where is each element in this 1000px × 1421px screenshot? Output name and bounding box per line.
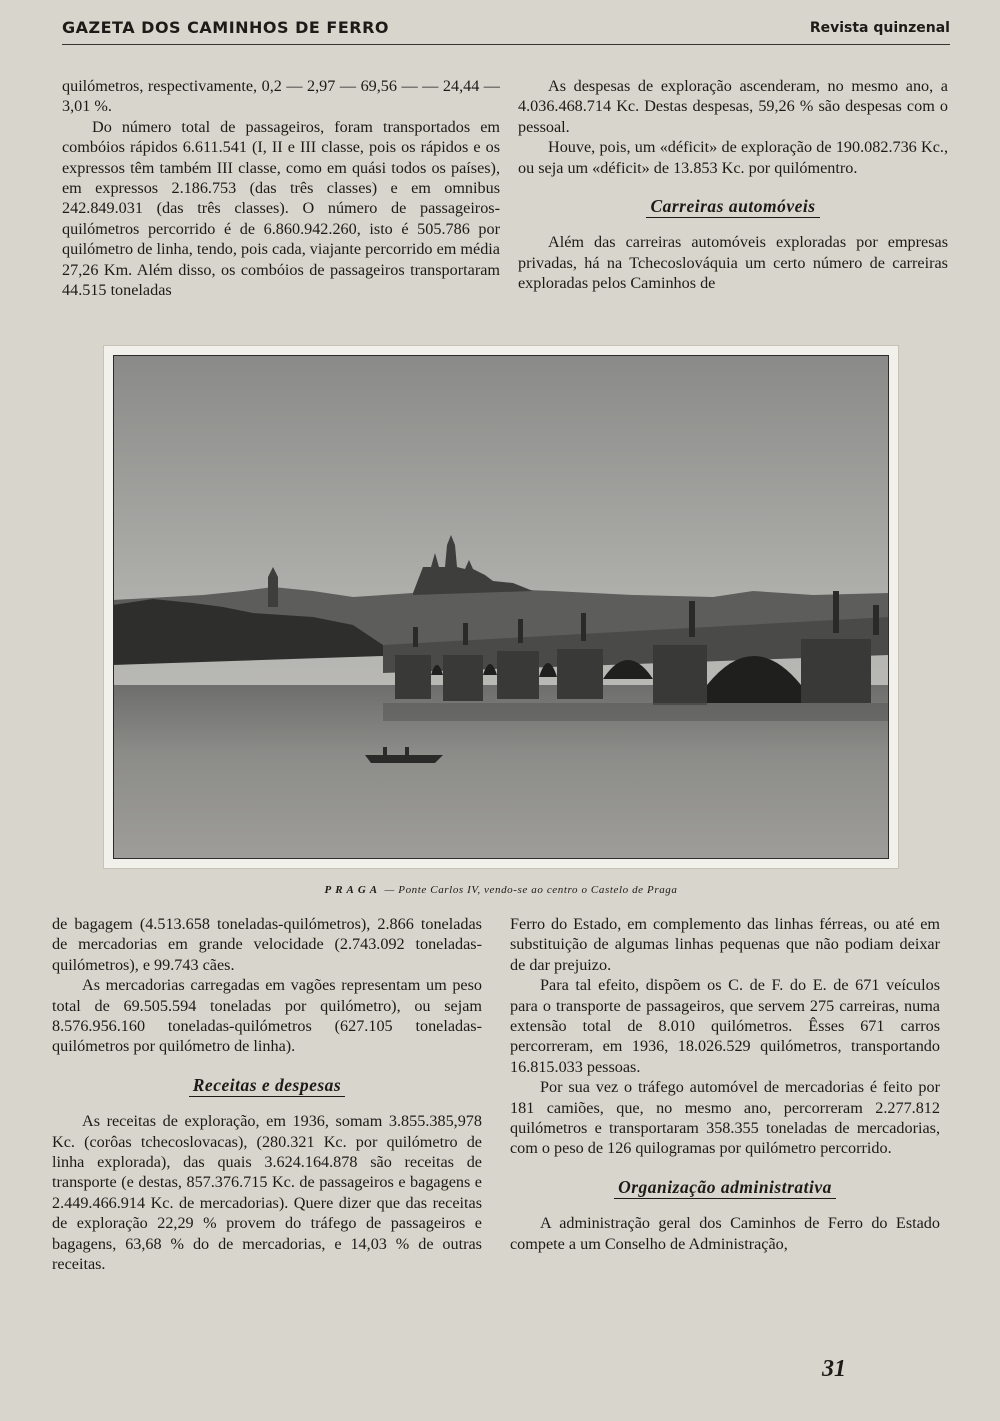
photo-image (113, 355, 889, 859)
photo-caption (104, 884, 898, 896)
page-header (62, 16, 950, 45)
paragraph: Ferro do Estado, em complemento das linhas férreas, ou até em substituição de algumas linhas pequenas que não podiam deixar de dar prejuizo. (510, 915, 940, 974)
publication-subtitle: Revista quinzenal (809, 20, 950, 36)
photo-prague-bridge (104, 346, 898, 868)
paragraph: As receitas de exploração, em 1936, somam 3.855.385,978 Kc. (corôas tchecoslovacas), (280.321 Kc. por quilómetro de linha explorada), das quais 3.624.164.878 são receitas de transporte (e destas, 857.376.715 Kc. de passageiros e bagagens e 2.449.466.914 Kc. de mercadorias). Quere dizer que das receitas de exploração 22,29 % provem do tráfego de passageiros e bagagens, 63,68 % do de mercadorias, e 14,03 % de outras receitas. (52, 1112, 482, 1274)
paragraph: A administração geral dos Caminhos de Ferro do Estado compete a um Conselho de Administração, (510, 1214, 940, 1253)
paragraph: de bagagem (4.513.658 toneladas-quilómetros), 2.866 toneladas de mercadorias em grande velocidade (2.743.092 toneladas-quilómetros), e 99.743 cães. (52, 915, 482, 974)
paragraph: Além das carreiras automóveis exploradas por empresas privadas, há na Tchecoslováquia um certo número de carreiras exploradas pelos Caminhos de (518, 233, 948, 293)
paragraph: Para tal efeito, dispõem os C. de F. do E. de 671 veículos para o transporte de passageiros, que servem 275 carreiras, numa extensão total de 8.010 quilómetros. Êsses 671 carros percorreram, em 1936, 18.026.529 quilómetros, transportando 16.815.033 pessoas. (510, 976, 940, 1076)
paragraph: Por sua vez o tráfego automóvel de mercadorias é feito por 181 camiões, que, no mesmo ano, percorreram 2.277.812 quilómetros e transportaram 358.355 toneladas de mercadorias, com o peso de 126 quilogramas por quilómetro percorrido. (510, 1078, 940, 1158)
top-right-column (518, 76, 948, 294)
paragraph: quilómetros, respectivamente, 0,2 — 2,97 — 69,56 — — 24,44 — 3,01 %. (62, 77, 500, 116)
caption-place: PRAGA (324, 884, 382, 896)
section-heading-text: Organização administrativa (614, 1177, 836, 1199)
paragraph: Houve, pois, um «déficit» de exploração de 190.082.736 Kc., ou seja um «déficit» de 13.853 Kc. por quilómentro. (518, 138, 948, 177)
bottom-left-column (52, 914, 482, 1275)
publication-title: GAZETA DOS CAMINHOS DE FERRO (62, 18, 390, 37)
section-heading-text: Receitas e despesas (189, 1075, 346, 1097)
caption-text: — Ponte Carlos IV, vendo-se ao centro o Castelo de Praga (384, 884, 678, 896)
paragraph: Do número total de passageiros, foram transportados em combóios rápidos 6.611.541 (I, II e III classe, pois os rápidos e os expressos têm também III classe, como em quási todos os países), em expressos 2.186.753 (das três classes) e em omnibus 242.849.031 (das três classes). O número de passageiros-quilómetros percorrido é de 6.860.942.260, isto é 505.786 por quilómetro de linha, tendo, pois cada, viajante percorrido em média 27,26 Km. Além disso, os combóios de passageiros transportaram 44.515 toneladas (62, 117, 500, 300)
top-left-column (62, 76, 500, 300)
section-heading (510, 1177, 940, 1197)
section-heading (518, 196, 948, 216)
paragraph: As despesas de exploração ascenderam, no mesmo ano, a 4.036.468.714 Kc. Destas despesas, 59,26 % são despesas com o pessoal. (518, 77, 948, 136)
bottom-right-column (510, 914, 940, 1254)
page-number: 31 (822, 1356, 846, 1382)
paragraph: As mercadorias carregadas em vagões representam um peso total de 69.505.594 toneladas por quilómetro), ou sejam 8.576.956.160 toneladas-quilómetros (627.105 toneladas-quilómetros por quilómetro de linha). (52, 976, 482, 1056)
section-heading-text: Carreiras automóveis (646, 196, 819, 218)
section-heading (52, 1075, 482, 1095)
